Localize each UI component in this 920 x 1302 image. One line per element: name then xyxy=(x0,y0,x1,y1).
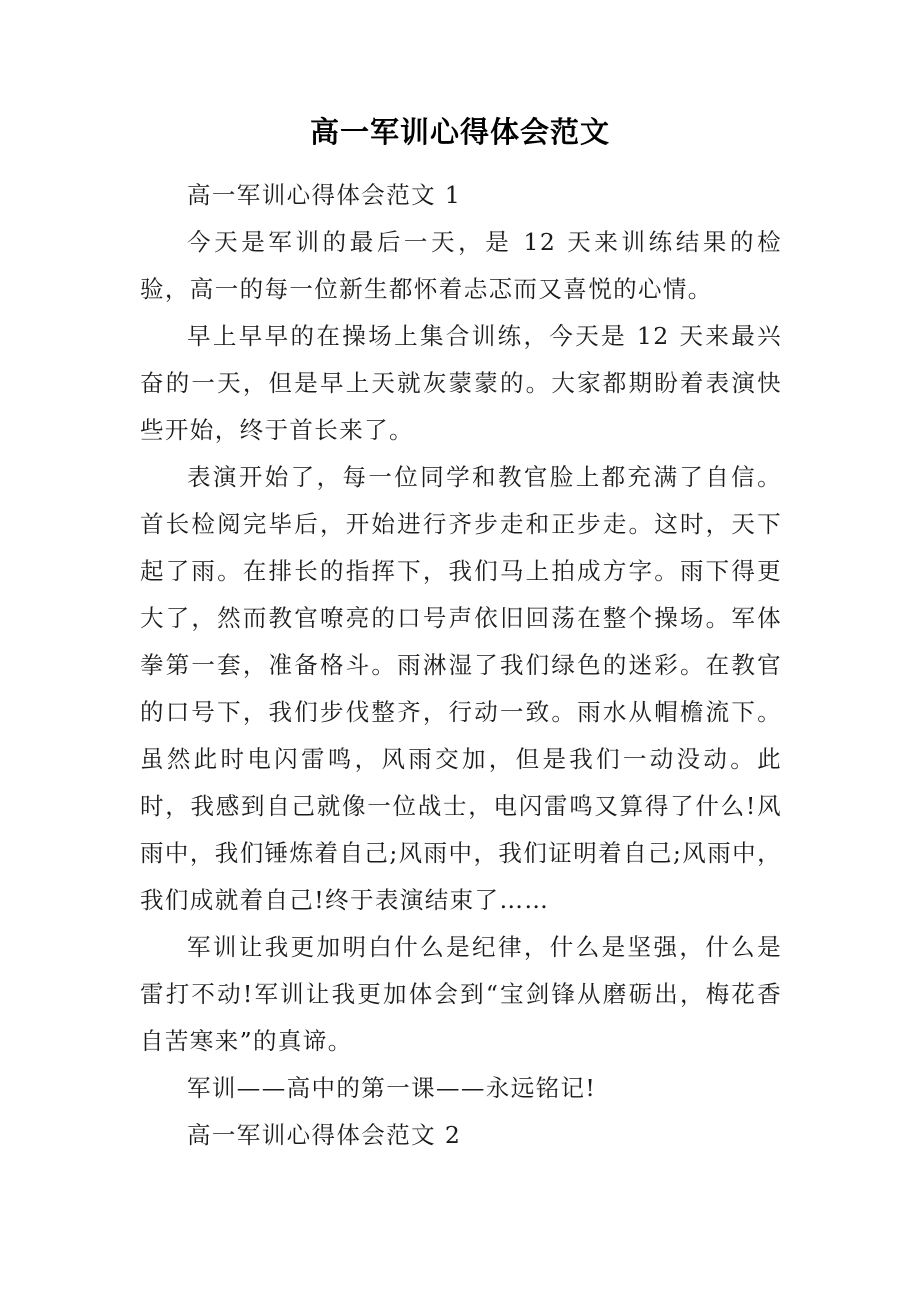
body-paragraph: 军训让我更加明白什么是纪律，什么是坚强，什么是雷打不动!军训让我更加体会到“宝剑锋从磨砺出，梅花香自苦寒来”的真谛。 xyxy=(140,933,782,1055)
document-body xyxy=(140,172,782,1159)
section-heading-1: 高一军训心得体会范文 1 xyxy=(187,181,462,209)
body-paragraph: 军训——高中的第一课——永远铭记! xyxy=(187,1074,597,1102)
body-paragraph: 今天是军训的最后一天，是 12 天来训练结果的检验，高一的每一位新生都怀着忐忑而又喜悦的心情。 xyxy=(140,228,782,303)
document-title: 高一军训心得体会范文 xyxy=(309,115,610,149)
section-heading-2: 高一军训心得体会范文 2 xyxy=(187,1121,462,1149)
body-paragraph: 早上早早的在操场上集合训练，今天是 12 天来最兴奋的一天，但是早上天就灰蒙蒙的。大家都期盼着表演快些开始，终于首长来了。 xyxy=(140,322,782,444)
body-paragraph: 表演开始了，每一位同学和教官脸上都充满了自信。首长检阅完毕后，开始进行齐步走和正步走。这时，天下起了雨。在排长的指挥下，我们马上拍成方字。雨下得更大了，然而教官嘹亮的口号声依旧回荡在整个操场。军体拳第一套，准备格斗。雨淋湿了我们绿色的迷彩。在教官的口号下，我们步伐整齐，行动一致。雨水从帽檐流下。虽然此时电闪雷鸣，风雨交加，但是我们一动没动。此时，我感到自己就像一位战士，电闪雷鸣又算得了什么!风雨中，我们锤炼着自己;风雨中，我们证明着自己;风雨中，我们成就着自己!终于表演结束了…… xyxy=(140,463,782,914)
